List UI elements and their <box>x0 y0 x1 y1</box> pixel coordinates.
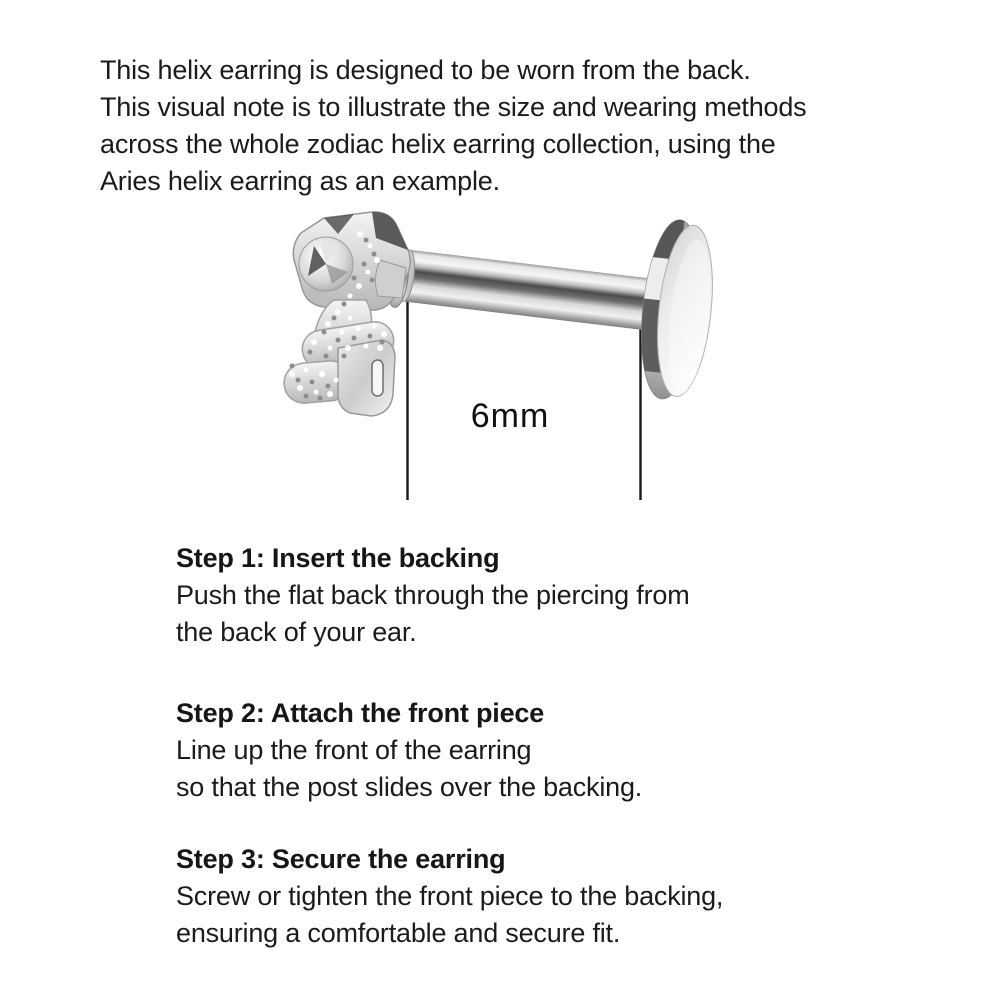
step-1 <box>176 540 690 651</box>
step-title: Step 3: Secure the earring <box>176 844 506 874</box>
step-3 <box>176 841 723 952</box>
earring-post <box>395 249 661 332</box>
step-title: Step 2: Attach the front piece <box>176 698 545 728</box>
intro-line: Aries helix earring as an example. <box>100 166 500 196</box>
step-line: Push the flat back through the piercing from <box>176 580 690 610</box>
step-line: so that the post slides over the backing. <box>176 772 643 802</box>
step-2 <box>176 695 642 806</box>
intro-line: This visual note is to illustrate the size and wearing methods <box>100 92 807 122</box>
earring-figure <box>280 200 740 520</box>
step-title: Step 1: Insert the backing <box>176 543 500 573</box>
intro-text <box>100 52 806 200</box>
intro-line: This helix earring is designed to be worn from the back. <box>100 55 751 85</box>
step-line: ensuring a comfortable and secure fit. <box>176 918 621 948</box>
flat-back-disc <box>632 215 721 403</box>
step-line: Screw or tighten the front piece to the backing, <box>176 881 724 911</box>
intro-line: across the whole zodiac helix earring collection, using the <box>100 129 776 159</box>
size-label: 6mm <box>470 397 550 435</box>
aries-front-piece <box>282 212 410 416</box>
charm-slot <box>372 360 383 396</box>
step-line: Line up the front of the earring <box>176 735 532 765</box>
step-line: the back of your ear. <box>176 617 417 647</box>
